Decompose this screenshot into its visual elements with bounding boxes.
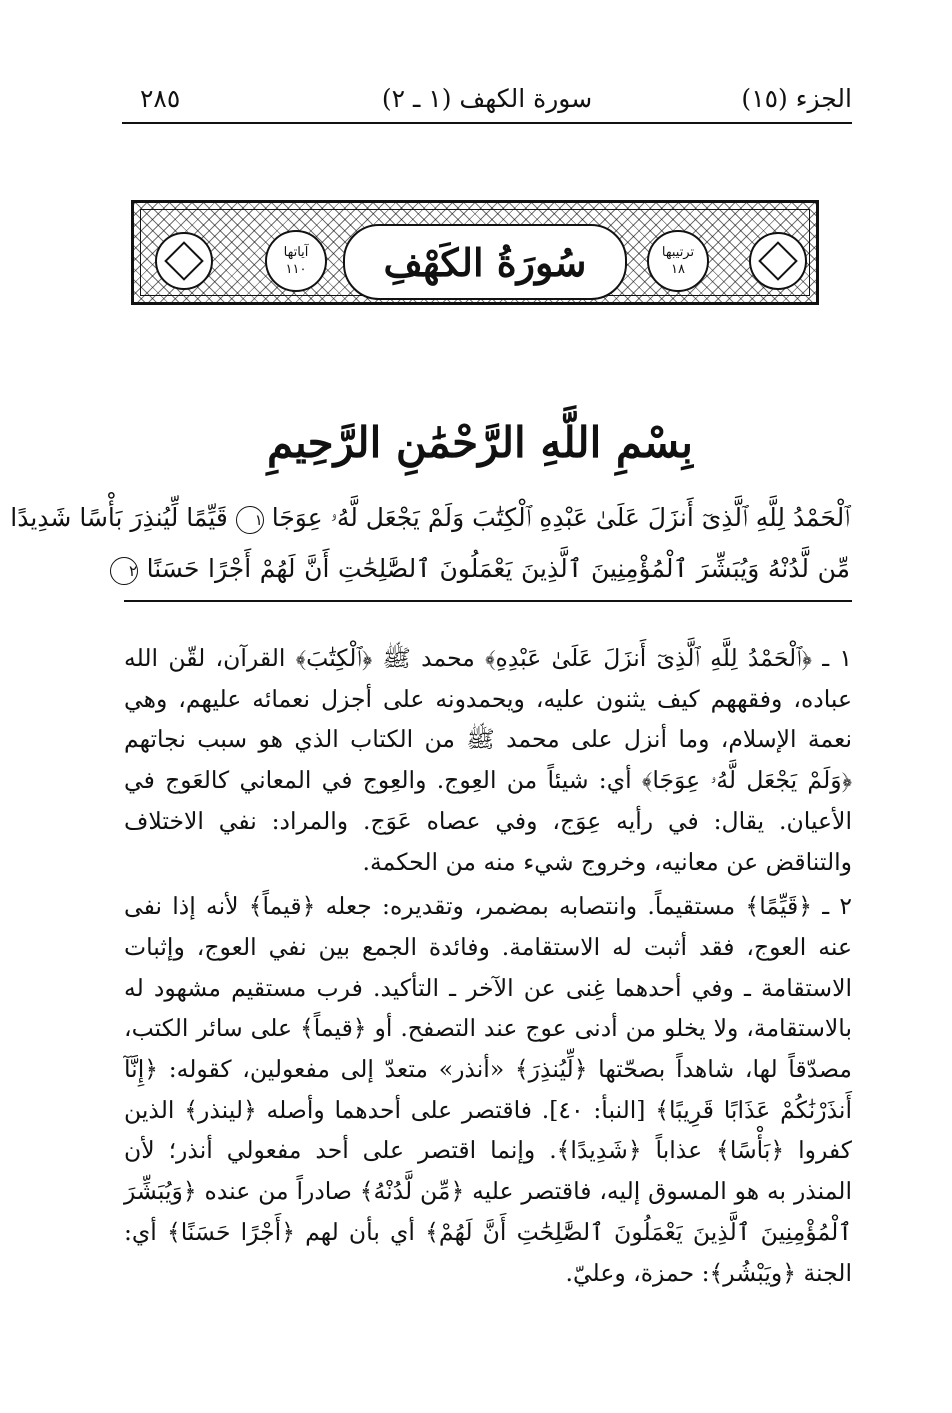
surah-title-cartouche: [343, 224, 627, 300]
verses-divider: [124, 600, 852, 602]
commentary-paragraph: ١ ـ ﴿ٱلْحَمْدُ لِلَّهِ ٱلَّذِىٓ أَنزَلَ عَلَىٰ عَبْدِهِ﴾ محمد ﷺ ﴿ٱلْكِتَٰبَ﴾ القرآن، لقّن الله عباده، وفقههم كيف يثنون عليه، ويحمدونه على أجزل نعمائه عليهم، وهي نعمة الإسلام، وما أنزل على محمد ﷺ من الكتاب الذي هو سبب نجاتهم ﴿وَلَمْ يَجْعَل لَّهُۥ عِوَجَا﴾ أي: شيئاً من العِوج. والعِوج في المعاني كالعَوج في الأعيان. يقال: في رأيه عِوَج، وفي عصاه عَوَج. والمراد: نفي الاختلاف والتناقض عن معانيه، وخروج شيء منه من الحكمة.: [124, 644, 852, 876]
verse-line: [10, 492, 850, 543]
verse-text: قَيِّمًا لِّيُنذِرَ بَأْسًا شَدِيدًا: [10, 503, 228, 532]
surah-title: سُورَةُ الكَهْفِ: [383, 239, 587, 285]
commentary: [124, 638, 852, 1293]
ornament-rosette-icon: [749, 232, 807, 290]
order-value: ١٨: [671, 262, 685, 277]
ornament-rosette-icon: [155, 232, 213, 290]
verse-number-badge: ١: [236, 506, 264, 534]
commentary-paragraph: ٢ ـ ﴿قَيِّمًا﴾ مستقيماً. وانتصابه بمضمر، وتقديره: جعله ﴿قيماً﴾ لأنه إذا نفى عنه العوج، فقد أثبت له الاستقامة. وفائدة الجمع بين نفي العوج، وإثبات الاستقامة ـ وفي أحدهما غِنى عن الآخر ـ التأكيد. فرب مستقيم مشهود له بالاستقامة، ولا يخلو من أدنى عوج عند التصفح. أو ﴿قيماً﴾ على سائر الكتب، مصدّقاً لها، شاهداً بصحّتها ﴿لِّيُنذِرَ﴾ «أنذر» متعدّ إلى مفعولين، كقوله: ﴿إِنَّآ أَنذَرْنَٰكُمْ عَذَابًا قَرِيبًا﴾ [النبأ: ٤٠]. فاقتصر على أحدهما وأصله ﴿لينذر﴾ الذين كفروا ﴿بَأْسًا﴾ عذاباً ﴿شَدِيدًا﴾. وإنما اقتصر على أحد مفعولي أنذر؛ لأن المنذر به هو المسوق إليه، فاقتصر عليه ﴿مِّن لَّدُنْهُ﴾ صادراً من عنده ﴿وَيُبَشِّرَ ٱلْمُؤْمِنِينَ ٱلَّذِينَ يَعْمَلُونَ ٱلصَّٰلِحَٰتِ أَنَّ لَهُمْ﴾ أي بأن لهم ﴿أَجْرًا حَسَنًا﴾ أي: الجنة ﴿ويَبْشُر﴾: حمزة، وعليّ.: [124, 892, 852, 1287]
verse-number-badge: ٢: [110, 557, 138, 585]
basmala: بِسْمِ اللَّهِ الرَّحْمَٰنِ الرَّحِيمِ: [267, 418, 693, 467]
surah-banner: [131, 200, 819, 305]
page-number: ٢٨٥: [140, 84, 181, 113]
surah-order-medallion: [647, 230, 709, 292]
page-header: [122, 78, 852, 124]
ayat-value: ١١٠: [285, 262, 307, 277]
verse-line: [110, 543, 850, 594]
order-label: ترتيبها: [661, 245, 695, 260]
banner-frame: [140, 209, 810, 296]
ayat-count-medallion: [265, 230, 327, 292]
verse-text: مِّن لَّدُنْهُ وَيُبَشِّرَ ٱلْمُؤْمِنِينَ ٱلَّذِينَ يَعْمَلُونَ ٱلصَّٰلِحَٰتِ أَنَّ لَهُمْ أَجْرًا حَسَنًا: [146, 554, 850, 583]
quran-verses: [10, 492, 850, 594]
ayat-label: آياتها: [283, 245, 309, 260]
surah-running-title: سورة الكهف (١ ـ ٢): [381, 84, 593, 113]
juz-label: الجزء (١٥): [741, 84, 852, 113]
verse-text: ٱلْحَمْدُ لِلَّهِ ٱلَّذِىٓ أَنزَلَ عَلَىٰ عَبْدِهِ ٱلْكِتَٰبَ وَلَمْ يَجْعَل لَّهُۥ عِوَجَا: [271, 503, 850, 532]
